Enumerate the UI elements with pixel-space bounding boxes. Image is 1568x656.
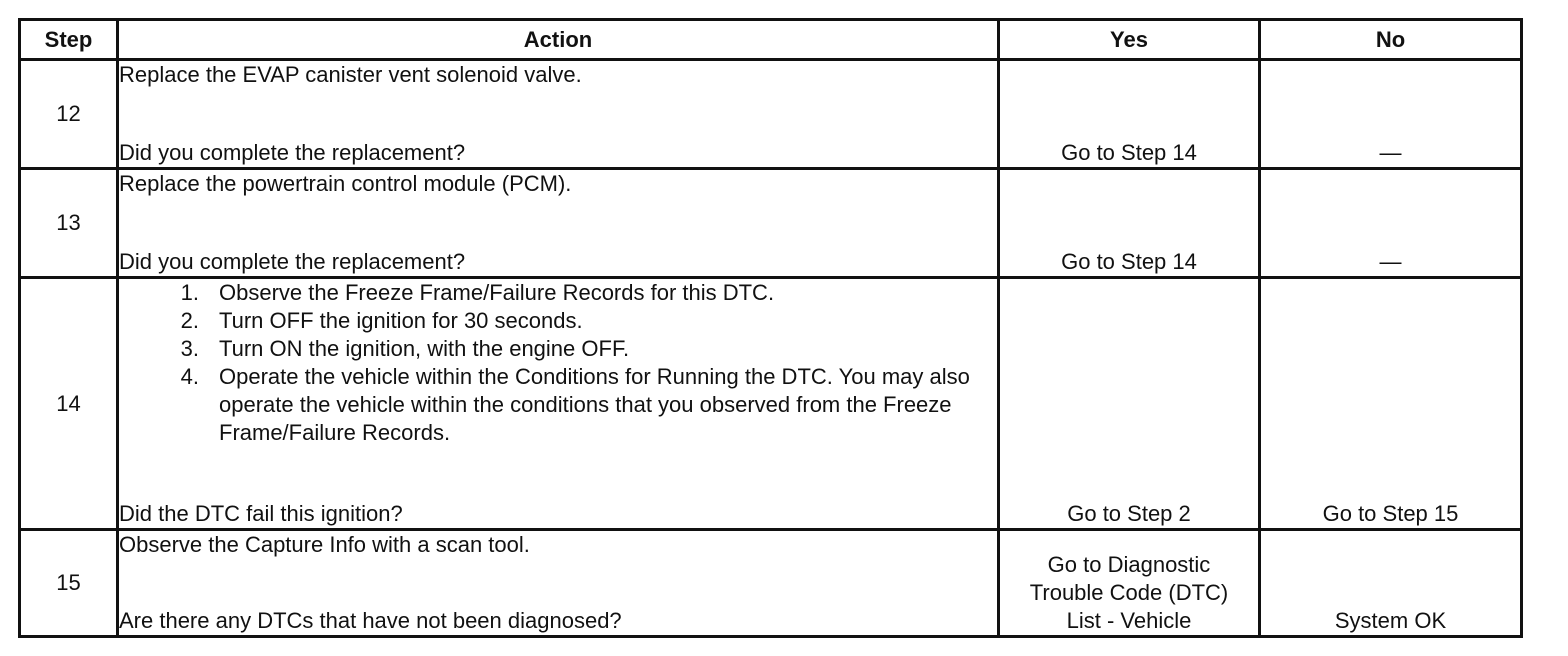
action-cell <box>118 169 999 278</box>
header-yes: Yes <box>999 20 1260 60</box>
step-number: 14 <box>20 278 118 530</box>
table-row <box>20 169 1522 278</box>
yes-result-line: Go to Diagnostic <box>1047 552 1211 577</box>
list-item <box>119 279 997 307</box>
action-question: Are there any DTCs that have not been diagnosed? <box>119 608 622 633</box>
no-result: — <box>1260 169 1522 278</box>
yes-result <box>999 530 1260 637</box>
no-result: Go to Step 15 <box>1260 278 1522 530</box>
header-step: Step <box>20 20 118 60</box>
yes-result-line: List - Vehicle <box>1066 608 1192 633</box>
action-text: Replace the EVAP canister vent solenoid valve. <box>119 62 582 87</box>
list-item-text: Turn OFF the ignition for 30 seconds. <box>219 308 583 333</box>
action-cell <box>118 278 999 530</box>
action-cell <box>118 530 999 637</box>
list-item-number: 3. <box>180 336 199 361</box>
list-item-number: 4. <box>180 364 199 389</box>
table-row <box>20 530 1522 637</box>
action-question: Did the DTC fail this ignition? <box>119 501 403 526</box>
action-cell <box>118 60 999 169</box>
yes-result: Go to Step 2 <box>999 278 1260 530</box>
step-number: 13 <box>20 169 118 278</box>
step-number: 15 <box>20 530 118 637</box>
no-result: — <box>1260 60 1522 169</box>
table-row <box>20 60 1522 169</box>
list-item-text: Operate the vehicle within the Conditions for Running the DTC. You may also operate the vehicle within the conditions that you observed from the Freeze Frame/Failure Records. <box>219 364 970 445</box>
list-item <box>119 335 997 363</box>
list-item <box>119 307 997 335</box>
header-action: Action <box>118 20 999 60</box>
no-result: System OK <box>1260 530 1522 637</box>
list-item-number: 2. <box>180 308 199 333</box>
table-row <box>20 278 1522 530</box>
yes-result: Go to Step 14 <box>999 169 1260 278</box>
list-item-text: Turn ON the ignition, with the engine OFF. <box>219 336 630 361</box>
action-text: Observe the Capture Info with a scan tool. <box>119 532 530 557</box>
header-no: No <box>1260 20 1522 60</box>
action-text: Replace the powertrain control module (PCM). <box>119 171 572 196</box>
yes-result: Go to Step 14 <box>999 60 1260 169</box>
list-item-number: 1. <box>180 280 199 305</box>
table-header-row <box>20 20 1522 60</box>
action-step-list <box>119 279 997 447</box>
list-item-text: Observe the Freeze Frame/Failure Records for this DTC. <box>219 280 775 305</box>
action-question: Did you complete the replacement? <box>119 140 466 165</box>
step-number: 12 <box>20 60 118 169</box>
diagnostic-table <box>18 18 1523 638</box>
list-item <box>119 363 997 447</box>
action-question: Did you complete the replacement? <box>119 249 466 274</box>
yes-result-line: Trouble Code (DTC) <box>1029 580 1229 605</box>
